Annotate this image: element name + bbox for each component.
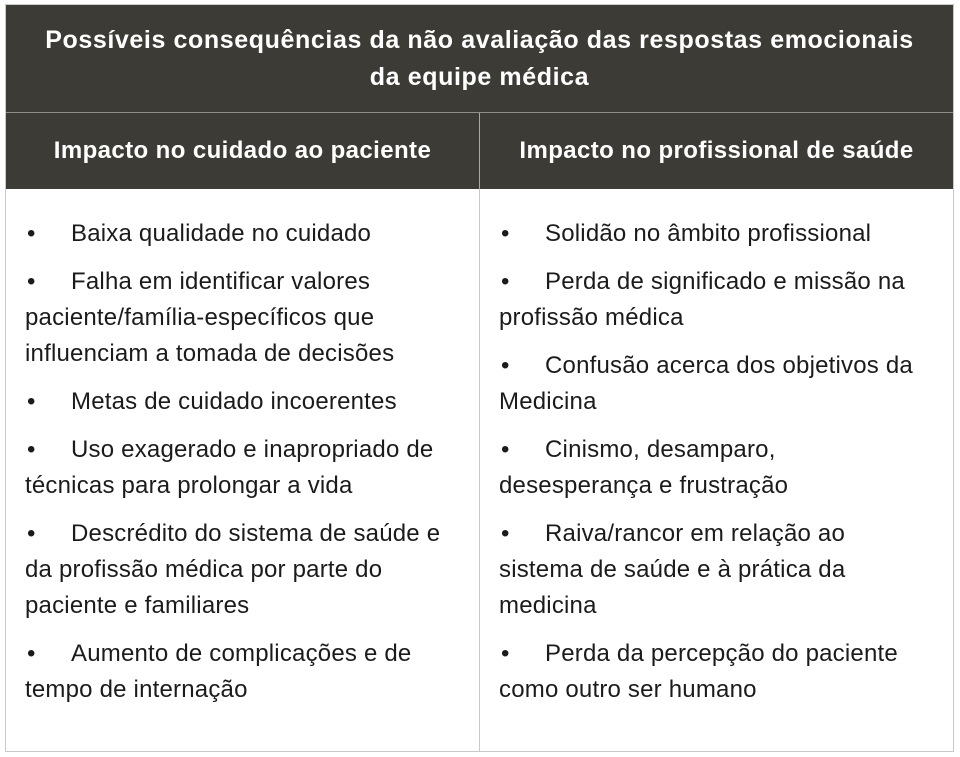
list-item-text: Metas de cuidado incoerentes [71,388,397,415]
list-item [25,216,459,252]
list-item [499,348,933,420]
list-item-text: Cinismo, desamparo, desesperança e frustração [499,436,789,499]
column-header-professional-impact: Impacto no profissional de saúde [519,137,914,164]
bullet-icon: • [27,640,36,667]
bullet-icon: • [501,352,510,379]
table-body [6,189,953,751]
bullet-icon: • [27,268,36,295]
list-item-text: Falha em identificar valores paciente/família-específicos que influenciam a tomada de decisões [25,268,395,367]
list-item-text: Aumento de complicações e de tempo de internação [25,640,412,703]
list-item-text: Perda de significado e missão na profissão médica [499,268,905,331]
list-item [499,264,933,336]
list-item [499,432,933,504]
list-item [25,516,459,624]
list-item [25,432,459,504]
column-header-row [6,113,953,189]
patient-impact-column [6,189,480,751]
list-item [499,216,933,252]
bullet-icon: • [27,520,36,547]
column-header-patient-impact: Impacto no cuidado ao paciente [6,113,480,189]
list-item [25,636,459,708]
bullet-icon: • [27,388,36,415]
list-item-text: Raiva/rancor em relação ao sistema de saúde e à prática da medicina [499,520,846,619]
list-item-text: Confusão acerca dos objetivos da Medicina [499,352,913,415]
bullet-icon: • [501,640,510,667]
bullet-icon: • [27,220,36,247]
list-item [25,384,459,420]
bullet-icon: • [501,436,510,463]
consequences-table [5,4,954,752]
list-item-text: Perda da percepção do paciente como outro ser humano [499,640,898,703]
table-title-bar [6,5,953,113]
list-item [499,516,933,624]
list-item [499,636,933,708]
professional-impact-column [480,189,953,751]
list-item-text: Uso exagerado e inapropriado de técnicas para prolongar a vida [25,436,434,499]
bullet-icon: • [501,220,510,247]
list-item [25,264,459,372]
bullet-icon: • [27,436,36,463]
bullet-icon: • [501,520,510,547]
list-item-text: Descrédito do sistema de saúde e da profissão médica por parte do paciente e familiares [25,520,441,619]
list-item-text: Baixa qualidade no cuidado [71,220,372,247]
list-item-text: Solidão no âmbito profissional [545,220,872,247]
bullet-icon: • [501,268,510,295]
table-title: Possíveis consequências da não avaliação das respostas emocionais da equipe médica [45,25,914,91]
